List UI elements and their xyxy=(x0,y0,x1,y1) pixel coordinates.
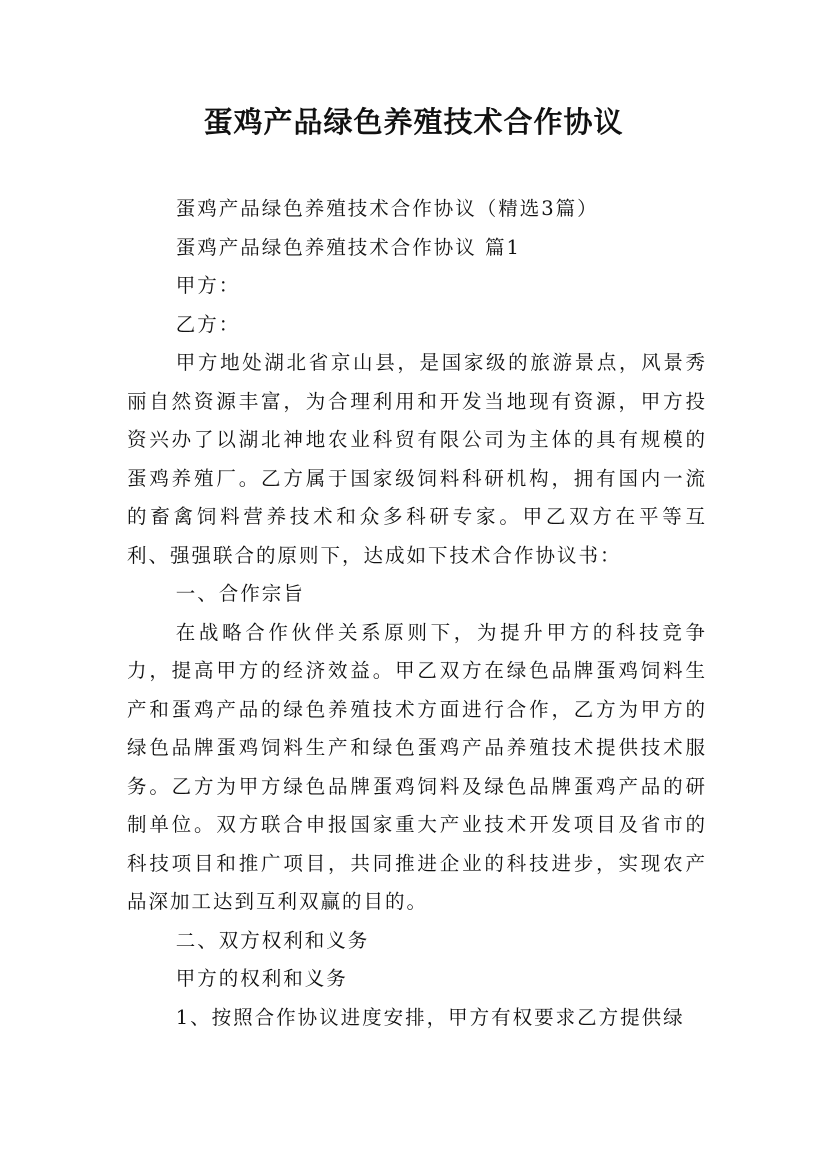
paragraph-intro: 甲方地处湖北省京山县，是国家级的旅游景点，风景秀丽自然资源丰富，为合理利用和开发当地现有资源，甲方投资兴办了以湖北神地农业科贸有限公司为主体的具有规模的蛋鸡养殖厂。乙方属于国家级饲料科研机构，拥有国内一流的畜禽饲料营养技术和众多科研专家。甲乙双方在平等互利、强强联合的原则下，达成如下技术合作协议书： xyxy=(127,351,707,567)
party-a-line: 甲方： xyxy=(175,274,241,297)
paragraph-purpose: 在战略合作伙伴关系原则下，为提升甲方的科技竞争力，提高甲方的经济效益。甲乙双方在绿色品牌蛋鸡饲料生产和蛋鸡产品的绿色养殖技术方面进行合作，乙方为甲方的绿色品牌蛋鸡饲料生产和绿色蛋鸡产品养殖技术提供技术服务。乙方为甲方绿色品牌蛋鸡饲料及绿色品牌蛋鸡产品的研制单位。双方联合申报国家重大产业技术开发项目及省市的科技项目和推广项目，共同推进企业的科技进步，实现农产品深加工达到互利双赢的目的。 xyxy=(127,620,707,913)
document-body xyxy=(127,190,707,1037)
heading-rights: 二、双方权利和义务 xyxy=(175,928,370,952)
document-title: 蛋鸡产品绿色养殖技术合作协议 xyxy=(203,105,624,139)
paragraph-subtitle: 蛋鸡产品绿色养殖技术合作协议（精选3篇） xyxy=(175,197,599,220)
paragraph-item-1: 1、按照合作协议进度安排，甲方有权要求乙方提供绿 xyxy=(175,1005,685,1029)
heading-party-a-rights: 甲方的权利和义务 xyxy=(175,967,348,990)
paragraph-section-heading: 蛋鸡产品绿色养殖技术合作协议 篇1 xyxy=(175,235,521,259)
heading-purpose: 一、合作宗旨 xyxy=(175,582,305,605)
party-b-line: 乙方： xyxy=(175,312,241,336)
